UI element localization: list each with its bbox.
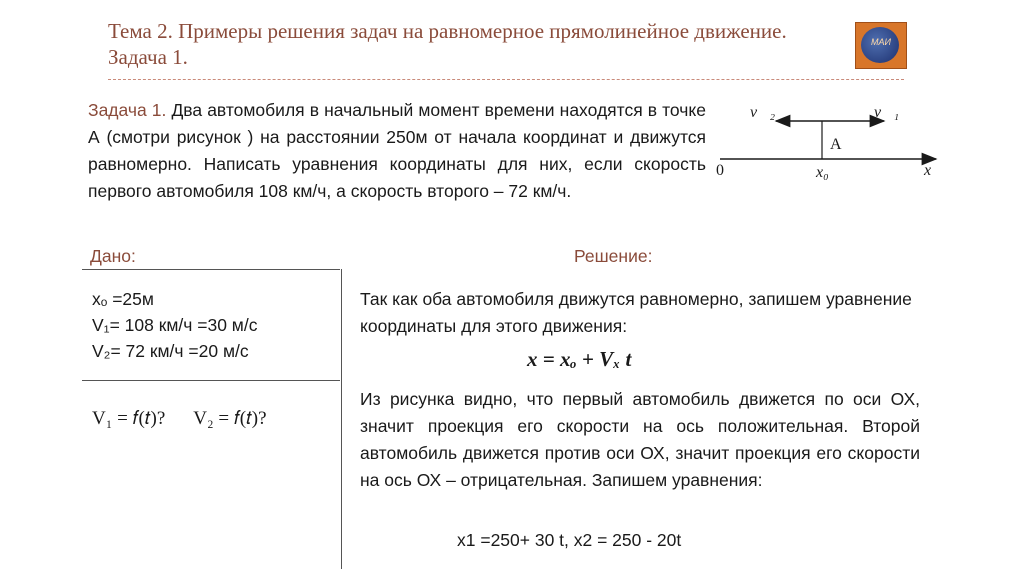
coordinate-formula: x = xₒ + Vₓ t <box>527 347 632 371</box>
given-values <box>92 286 257 364</box>
solution-paragraph-2: Из рисунка видно, что первый автомобиль движется по оси ОХ, значит проекция его скорости на ось положительная. Второй автомобиль движется против оси ОХ, значит проекция его скорости на ось ОХ – отрицательная. Запишем уравнения: <box>360 389 920 490</box>
given-v2: V₂= 72 км/ч =20 м/с <box>92 341 249 361</box>
table-divider <box>341 269 342 569</box>
given-bottom-rule <box>82 380 340 381</box>
given-heading: Дано: <box>90 246 136 266</box>
find-section <box>92 408 267 430</box>
problem-text: Два автомобиля в начальный момент времени находятся в точке А (смотри рисунок ) на расстоянии 250м от начала координат и движутся равномерно. Написать уравнения координаты для них, если скорость первого автомобиля 108 км/ч, а скорость второго – 72 км/ч. <box>88 100 706 201</box>
find-v2: V₂ = 𝑓(𝑡)? <box>193 408 267 429</box>
university-logo <box>855 22 907 69</box>
solution-heading: Решение: <box>574 246 653 266</box>
solution-paragraph-1: Так как оба автомобиля движутся равномерно, запишем уравнение координаты для этого движения: <box>360 289 912 336</box>
x-axis-label: x <box>924 162 932 179</box>
point-a-label: A <box>830 136 842 153</box>
problem-statement <box>88 97 706 205</box>
v1-label: v⃗₁ <box>874 104 900 121</box>
solution-equations: x1 =250+ 30 t, x2 = 250 - 20t <box>457 530 682 550</box>
v2-label: v⃗₂ <box>750 104 776 121</box>
slide-title: Тема 2. Примеры решения задач на равномерное прямолинейное движение. Задача 1. <box>108 19 787 69</box>
logo-text: МАИ <box>871 37 891 47</box>
find-v1: V₁ = 𝑓(𝑡)? <box>92 408 166 429</box>
title-separator <box>108 79 904 80</box>
given-v1: V₁= 108 км/ч =30 м/с <box>92 315 258 335</box>
problem-label: Задача 1. <box>88 100 167 120</box>
table-top-rule <box>82 269 340 270</box>
origin-label: 0 <box>716 162 724 179</box>
motion-diagram <box>714 92 954 192</box>
given-x0: xₒ =25м <box>92 289 154 309</box>
x0-label: x₀ <box>816 164 829 181</box>
